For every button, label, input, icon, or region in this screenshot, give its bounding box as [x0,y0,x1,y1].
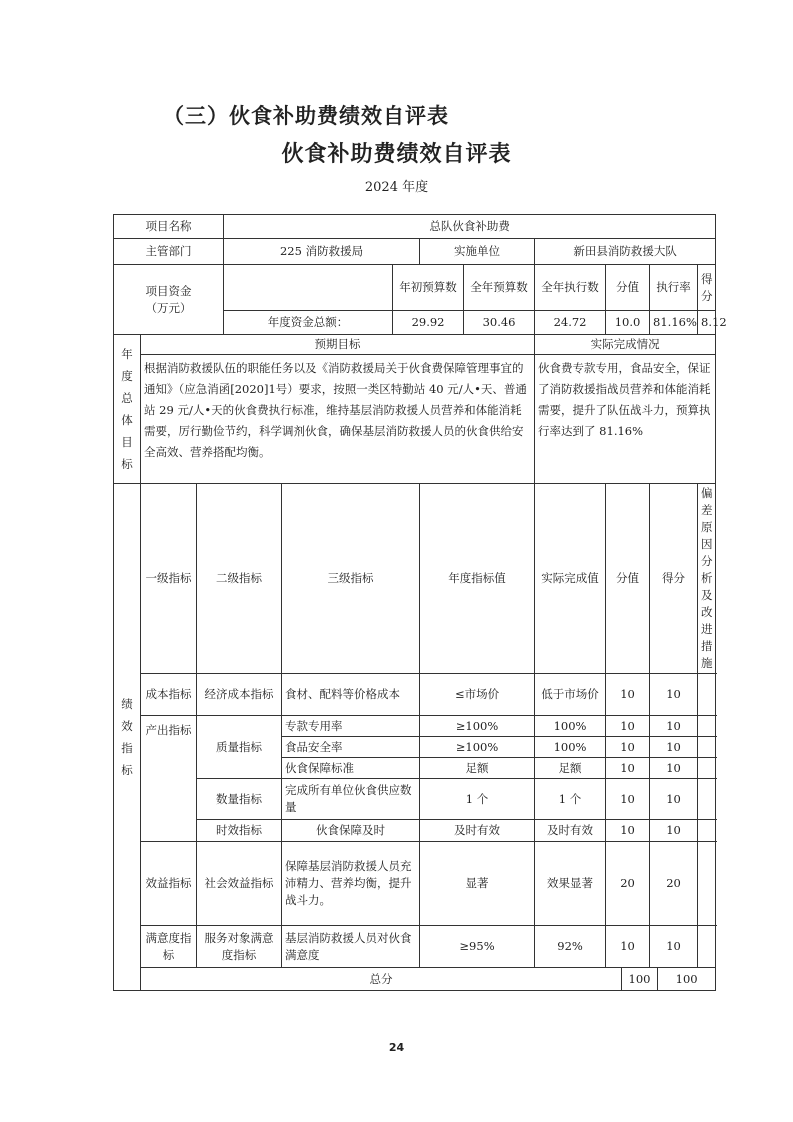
satisfaction-l2: 服务对象满意度指标 [197,926,282,968]
col-deviation: 偏差原因分析及改进措施 [698,484,716,674]
col-level3: 三级指标 [282,484,420,674]
satisfaction-target: ≥95% [420,926,535,968]
benefit-actual: 效果显著 [535,842,606,926]
total-label: 总分 [141,968,622,991]
q1-target: ≥100% [420,716,535,737]
q1-l3: 专款专用率 [282,716,420,737]
q1-score: 10 [650,716,698,737]
expected-goal-header: 预期目标 [141,335,535,355]
timeliness-score: 10 [650,820,698,842]
exec-rate-label: 执行率 [650,265,698,311]
impl-unit-label: 实施单位 [420,239,535,265]
perf-indicator-char: 绩 [121,697,133,711]
actual-status-text: 伙食费专款专用，食品安全，保证了消防救援指战员营养和体能消耗需要，提升了队伍战斗力，预算执行率达到了 81.16% [535,355,716,484]
quantity-actual: 1 个 [535,779,606,820]
col-actual: 实际完成值 [535,484,606,674]
q3-score: 10 [650,758,698,779]
project-name-value: 总队伙食补助费 [224,215,716,239]
benefit-l1: 效益指标 [141,842,197,926]
annual-goal-char: 度 [121,369,133,383]
satisfaction-l3: 基层消防救援人员对伙食满意度 [282,926,420,968]
col-target: 年度指标值 [420,484,535,674]
annual-goal-char: 标 [121,457,133,471]
q2-l3: 食品安全率 [282,737,420,758]
benefit-target: 显著 [420,842,535,926]
timeliness-l2: 时效指标 [197,820,282,842]
q2-score: 10 [650,737,698,758]
timeliness-l3: 伙食保障及时 [282,820,420,842]
col-level2: 二级指标 [197,484,282,674]
q1-actual: 100% [535,716,606,737]
timeliness-target: 及时有效 [420,820,535,842]
annual-goal-char: 目 [121,435,133,449]
cost-deviation [698,674,716,716]
benefit-score: 20 [650,842,698,926]
col-level1: 一级指标 [141,484,197,674]
initial-budget-value: 29.92 [393,311,464,335]
benefit-l2: 社会效益指标 [197,842,282,926]
section-heading: （三）伙食补助费绩效自评表 [163,104,449,128]
quantity-target: 1 个 [420,779,535,820]
cost-l1: 成本指标 [141,674,197,716]
q2-actual: 100% [535,737,606,758]
score-value-label: 分值 [606,265,650,311]
satisfaction-score: 10 [650,926,698,968]
project-name-label: 项目名称 [114,215,224,239]
col-score: 得分 [650,484,698,674]
quantity-value: 10 [606,779,650,820]
benefit-value: 20 [606,842,650,926]
cost-actual: 低于市场价 [535,674,606,716]
annual-goal-char: 年 [121,347,133,361]
annual-budget-value: 30.46 [464,311,535,335]
timeliness-value: 10 [606,820,650,842]
q1-value: 10 [606,716,650,737]
timeliness-deviation [698,820,716,842]
perf-indicator-char: 指 [121,741,133,755]
q3-target: 足额 [420,758,535,779]
total-funds-label: 年度资金总额： [224,311,393,335]
funds-label [114,265,224,335]
annual-goal-char: 体 [121,413,133,427]
initial-budget-label: 年初预算数 [393,265,464,311]
actual-status-header: 实际完成情况 [535,335,716,355]
dept-label: 主管部门 [114,239,224,265]
funds-label-line1: 项目资金 [145,283,192,298]
quantity-l2: 数量指标 [197,779,282,820]
score-value-cell: 8.12 [698,311,716,335]
perf-indicator-label [114,484,141,991]
exec-rate-value: 81.16% [650,311,698,335]
satisfaction-value: 10 [606,926,650,968]
quantity-score: 10 [650,779,698,820]
perf-indicator-char: 效 [121,719,133,733]
cost-l2: 经济成本指标 [197,674,282,716]
benefit-deviation [698,842,716,926]
impl-unit-value: 新田县消防救援大队 [535,239,716,265]
annual-budget-label: 全年预算数 [464,265,535,311]
q2-deviation [698,737,716,758]
q3-value: 10 [606,758,650,779]
quantity-deviation [698,779,716,820]
annual-exec-label: 全年执行数 [535,265,606,311]
expected-goal-text: 根据消防救援队伍的职能任务以及《消防救援局关于伙食费保障管理事宜的通知》（应急消函[2020]1号）要求，按照一类区特勤站 40 元/人•天、普通站 29 元/人•天的伙食费执行标准，维持基层消防救援人员营养和体能消耗需要，厉行勤俭节约，科学调剂伙食，确保基层消防救援人员的伙食供给安全高效、营养搭配均衡。 [141,355,535,484]
benefit-l3: 保障基层消防救援人员充沛精力、营养均衡，提升战斗力。 [282,842,420,926]
satisfaction-actual: 92% [535,926,606,968]
total-value: 100 [622,968,658,991]
funds-label-line2: （万元） [145,300,192,315]
total-score: 100 [658,968,716,991]
satisfaction-l1: 满意度指标 [141,926,197,968]
funds-blank [224,265,393,311]
page-title: 伙食补助费绩效自评表 [281,142,512,167]
col-score-value: 分值 [606,484,650,674]
output-l1: 产出指标 [141,716,197,842]
year-label: 2024 年度 [364,180,429,195]
q3-deviation [698,758,716,779]
q2-value: 10 [606,737,650,758]
q3-actual: 足额 [535,758,606,779]
cost-value: 10 [606,674,650,716]
annual-goal-char: 总 [121,391,133,405]
satisfaction-deviation [698,926,716,968]
q1-deviation [698,716,716,737]
cost-target: ≤市场价 [420,674,535,716]
timeliness-actual: 及时有效 [535,820,606,842]
score-label: 得分 [698,265,716,311]
perf-indicator-char: 标 [121,763,133,777]
quantity-l3: 完成所有单位伙食供应数量 [282,779,420,820]
cost-l3: 食材、配料等价格成本 [282,674,420,716]
annual-goal-label [114,335,141,484]
cost-score: 10 [650,674,698,716]
q2-target: ≥100% [420,737,535,758]
page-number: 24 [388,1041,405,1054]
q3-l3: 伙食保障标准 [282,758,420,779]
performance-table [113,214,727,991]
annual-exec-value: 24.72 [535,311,606,335]
dept-value: 225 消防救援局 [224,239,420,265]
quality-l2: 质量指标 [197,716,282,779]
score-value: 10.0 [606,311,650,335]
